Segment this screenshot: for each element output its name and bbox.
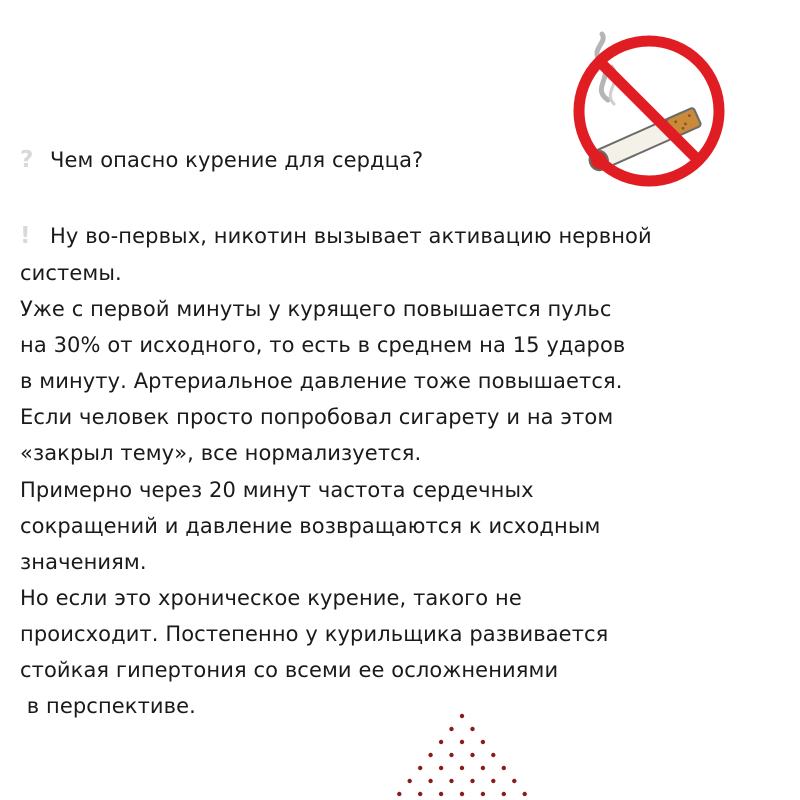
decor-dot xyxy=(418,766,422,770)
decor-dot xyxy=(460,714,464,718)
answer-line-12: происходит. Постепенно у курильщика развивается xyxy=(20,622,609,646)
decor-dot xyxy=(470,753,474,757)
decor-dot xyxy=(439,740,443,744)
decor-dot xyxy=(481,792,485,796)
decor-dot xyxy=(460,792,464,796)
answer-line-13: стойкая гипертония со всеми ее осложнениями xyxy=(20,658,559,682)
decor-dot xyxy=(502,792,506,796)
decor-dot xyxy=(460,740,464,744)
decor-dot xyxy=(481,740,485,744)
answer-line-4: на 30% от исходного, то есть в среднем на 15 ударов xyxy=(20,333,626,357)
exclamation-mark-icon: ! xyxy=(20,223,31,249)
question-line xyxy=(20,146,423,174)
decor-dot xyxy=(502,766,506,770)
decor-dot xyxy=(397,792,401,796)
decor-dot xyxy=(428,753,432,757)
answer-line-10: значениям. xyxy=(20,550,147,574)
decor-dot xyxy=(470,779,474,783)
no-smoking-icon xyxy=(568,30,730,192)
answer-text-1: Ну во-первых, никотин вызывает активацию нервной xyxy=(50,224,652,248)
answer-line-2: системы. xyxy=(20,261,122,285)
decor-dot xyxy=(491,753,495,757)
decor-dot xyxy=(523,792,527,796)
decor-dot xyxy=(449,727,453,731)
answer-line-5: в минуту. Артериальное давление тоже повышается. xyxy=(20,369,623,393)
decor-dot xyxy=(418,792,422,796)
decor-dot xyxy=(470,727,474,731)
answer-line-6: Если человек просто попробовал сигарету и на этом xyxy=(20,405,614,429)
answer-line-1 xyxy=(20,222,652,250)
decor-dot xyxy=(408,779,412,783)
decor-dot xyxy=(439,792,443,796)
answer-line-8: Примерно через 20 минут частота сердечных xyxy=(20,478,534,502)
answer-line-14: в перспективе. xyxy=(20,694,196,718)
decor-dot xyxy=(512,779,516,783)
answer-line-11: Но если это хроническое курение, такого не xyxy=(20,586,522,610)
decor-dot xyxy=(449,753,453,757)
decor-dot xyxy=(460,766,464,770)
decor-dot xyxy=(449,779,453,783)
dot-pattern-decoration xyxy=(380,708,580,800)
answer-line-3: Уже с первой минуты у курящего повышается пульс xyxy=(20,297,612,321)
question-mark-icon: ? xyxy=(20,147,34,173)
answer-line-9: сокращений и давление возвращаются к исходным xyxy=(20,514,601,538)
question-text: Чем опасно курение для сердца? xyxy=(50,148,424,172)
decor-dot xyxy=(439,766,443,770)
decor-dot xyxy=(491,779,495,783)
decor-dot xyxy=(481,766,485,770)
answer-line-7: «закрыл тему», все нормализуется. xyxy=(20,441,422,465)
decor-dot xyxy=(428,779,432,783)
